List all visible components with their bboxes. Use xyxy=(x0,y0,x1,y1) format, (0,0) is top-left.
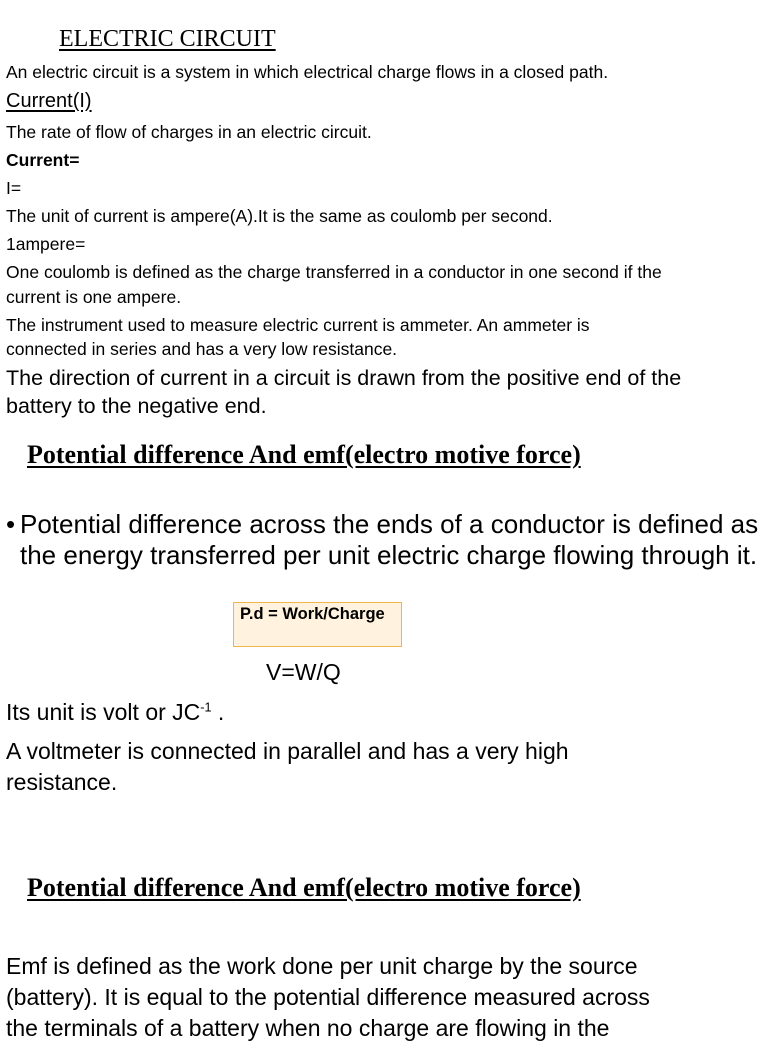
emf-text-line-3: the terminals of a battery when no charge are flowing in the xyxy=(6,1015,610,1041)
page-title: ELECTRIC CIRCUIT xyxy=(59,26,276,52)
formula-vwq: V=W/Q xyxy=(266,659,341,685)
emf-section-heading: Potential difference And emf(electro motive force) xyxy=(27,873,581,902)
coulomb-definition-line-1: One coulomb is defined as the charge transferred in a conductor in one second if the xyxy=(6,262,662,282)
volt-unit-superscript: -1 xyxy=(200,700,212,715)
intro-text: An electric circuit is a system in which electrical charge flows in a closed path. xyxy=(6,62,609,82)
volt-unit-suffix: . xyxy=(211,699,225,725)
i-equation-label: I= xyxy=(6,178,22,198)
pd-bullet-text: Potential difference across the ends of a conductor is defined as the energy transferred per unit electric charge flowing through it. xyxy=(20,509,759,570)
bullet-icon: • xyxy=(6,509,16,539)
current-equation-label: Current= xyxy=(6,150,80,170)
formula-box-text: P.d = Work/Charge xyxy=(240,605,385,623)
formula-box xyxy=(233,602,402,647)
ammeter-text-line-1: The instrument used to measure electric current is ammeter. An ammeter is xyxy=(6,315,590,335)
pd-section-heading: Potential difference And emf(electro motive force) xyxy=(27,440,581,469)
current-heading: Current(I) xyxy=(6,90,92,112)
current-definition: The rate of flow of charges in an electric circuit. xyxy=(6,122,372,142)
direction-text-line-2: battery to the negative end. xyxy=(6,394,267,418)
volt-unit-prefix: Its unit is volt or JC xyxy=(6,699,201,725)
unit-of-current-text: The unit of current is ampere(A).It is the same as coulomb per second. xyxy=(6,206,553,226)
voltmeter-text-line-2: resistance. xyxy=(6,769,118,795)
direction-text-line-1: The direction of current in a circuit is drawn from the positive end of the xyxy=(6,366,682,390)
ammeter-text-line-2: connected in series and has a very low resistance. xyxy=(6,339,398,359)
voltmeter-text-line-1: A voltmeter is connected in parallel and has a very high xyxy=(6,738,569,764)
ampere-equation-label: 1ampere= xyxy=(6,234,86,254)
emf-text-line-2: (battery). It is equal to the potential difference measured across xyxy=(6,984,650,1010)
coulomb-definition-line-2: current is one ampere. xyxy=(6,287,182,307)
emf-text-line-1: Emf is defined as the work done per unit charge by the source xyxy=(6,953,638,979)
volt-unit-text xyxy=(6,699,224,726)
